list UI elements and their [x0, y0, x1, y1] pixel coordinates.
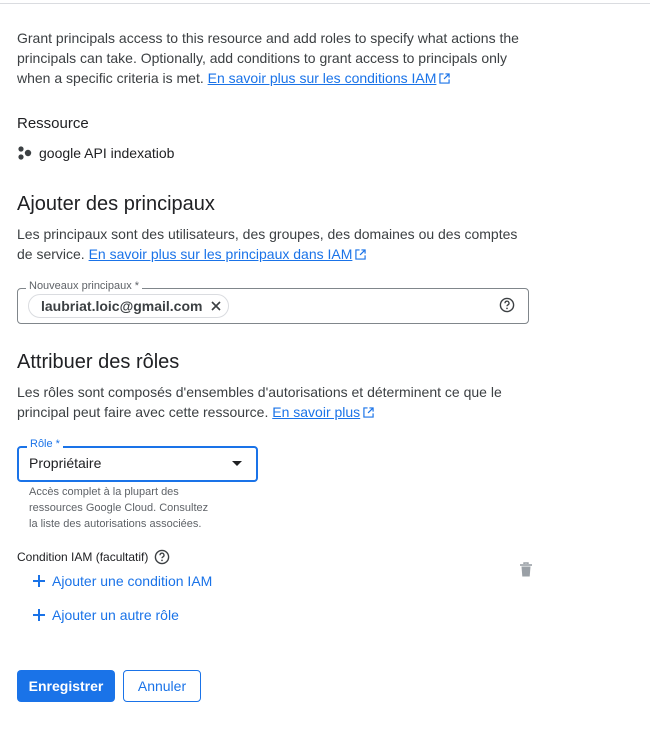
external-link-icon	[363, 407, 374, 418]
role-select-value: Propriétaire	[29, 455, 102, 471]
project-icon	[17, 145, 33, 161]
principal-chip[interactable]	[28, 294, 229, 318]
dropdown-arrow-icon	[232, 461, 242, 466]
principals-iam-link[interactable]	[89, 246, 367, 262]
principals-iam-link-label: En savoir plus sur les principaux dans IAM	[88, 246, 353, 262]
role-select-label: Rôle *	[27, 438, 63, 450]
close-icon[interactable]	[210, 300, 222, 312]
delete-icon[interactable]	[519, 562, 533, 583]
external-link-icon	[439, 73, 450, 84]
add-role-label: Ajouter un autre rôle	[52, 607, 179, 623]
iam-condition-label: Condition IAM (facultatif)	[17, 550, 149, 564]
top-divider	[0, 3, 650, 4]
iam-conditions-link-label: En savoir plus sur les conditions IAM	[207, 70, 437, 86]
resource-row	[17, 145, 174, 161]
resource-name: google API indexatiob	[39, 145, 175, 161]
add-iam-condition-label: Ajouter une condition IAM	[52, 573, 213, 589]
help-icon[interactable]	[154, 549, 170, 565]
new-principals-field[interactable]	[17, 280, 529, 324]
help-icon[interactable]	[499, 297, 515, 318]
roles-learn-more-link[interactable]	[272, 404, 374, 420]
role-select[interactable]	[17, 438, 258, 482]
principals-heading: Ajouter des principaux	[17, 193, 215, 215]
roles-heading: Attribuer des rôles	[17, 351, 180, 373]
plus-icon	[32, 574, 46, 588]
roles-learn-more-label: En savoir plus	[272, 404, 361, 420]
resource-label: Ressource	[17, 115, 89, 132]
save-button[interactable]: Enregistrer	[17, 670, 115, 702]
principal-chip-label: laubriat.loic@gmail.com	[41, 298, 203, 314]
add-iam-condition-button[interactable]	[32, 573, 212, 589]
add-role-button[interactable]	[32, 607, 179, 623]
roles-description: Les rôles sont composés d'ensembles d'autorisations et déterminent ce que le principal peut faire avec cette ressource.	[17, 384, 502, 420]
intro-text	[17, 28, 532, 88]
new-principals-label: Nouveaux principaux *	[26, 280, 142, 292]
iam-condition-row	[17, 549, 170, 565]
external-link-icon	[355, 249, 366, 260]
cancel-button[interactable]: Annuler	[123, 670, 201, 702]
iam-conditions-link[interactable]	[208, 70, 451, 86]
role-help-text: Accès complet à la plupart des ressources Google Cloud. Consultez la liste des autorisations associées.	[29, 486, 209, 530]
intro-description: Grant principals access to this resource and add roles to specify what actions the principals can take. Optionally, add conditions to grant access to principals only when a specific criteria is met.	[17, 30, 519, 86]
roles-description-block	[17, 382, 532, 422]
principals-description: Les principaux sont des utilisateurs, des groupes, des domaines ou des comptes de service.	[17, 226, 518, 262]
principals-description-block	[17, 224, 532, 264]
plus-icon	[32, 608, 46, 622]
